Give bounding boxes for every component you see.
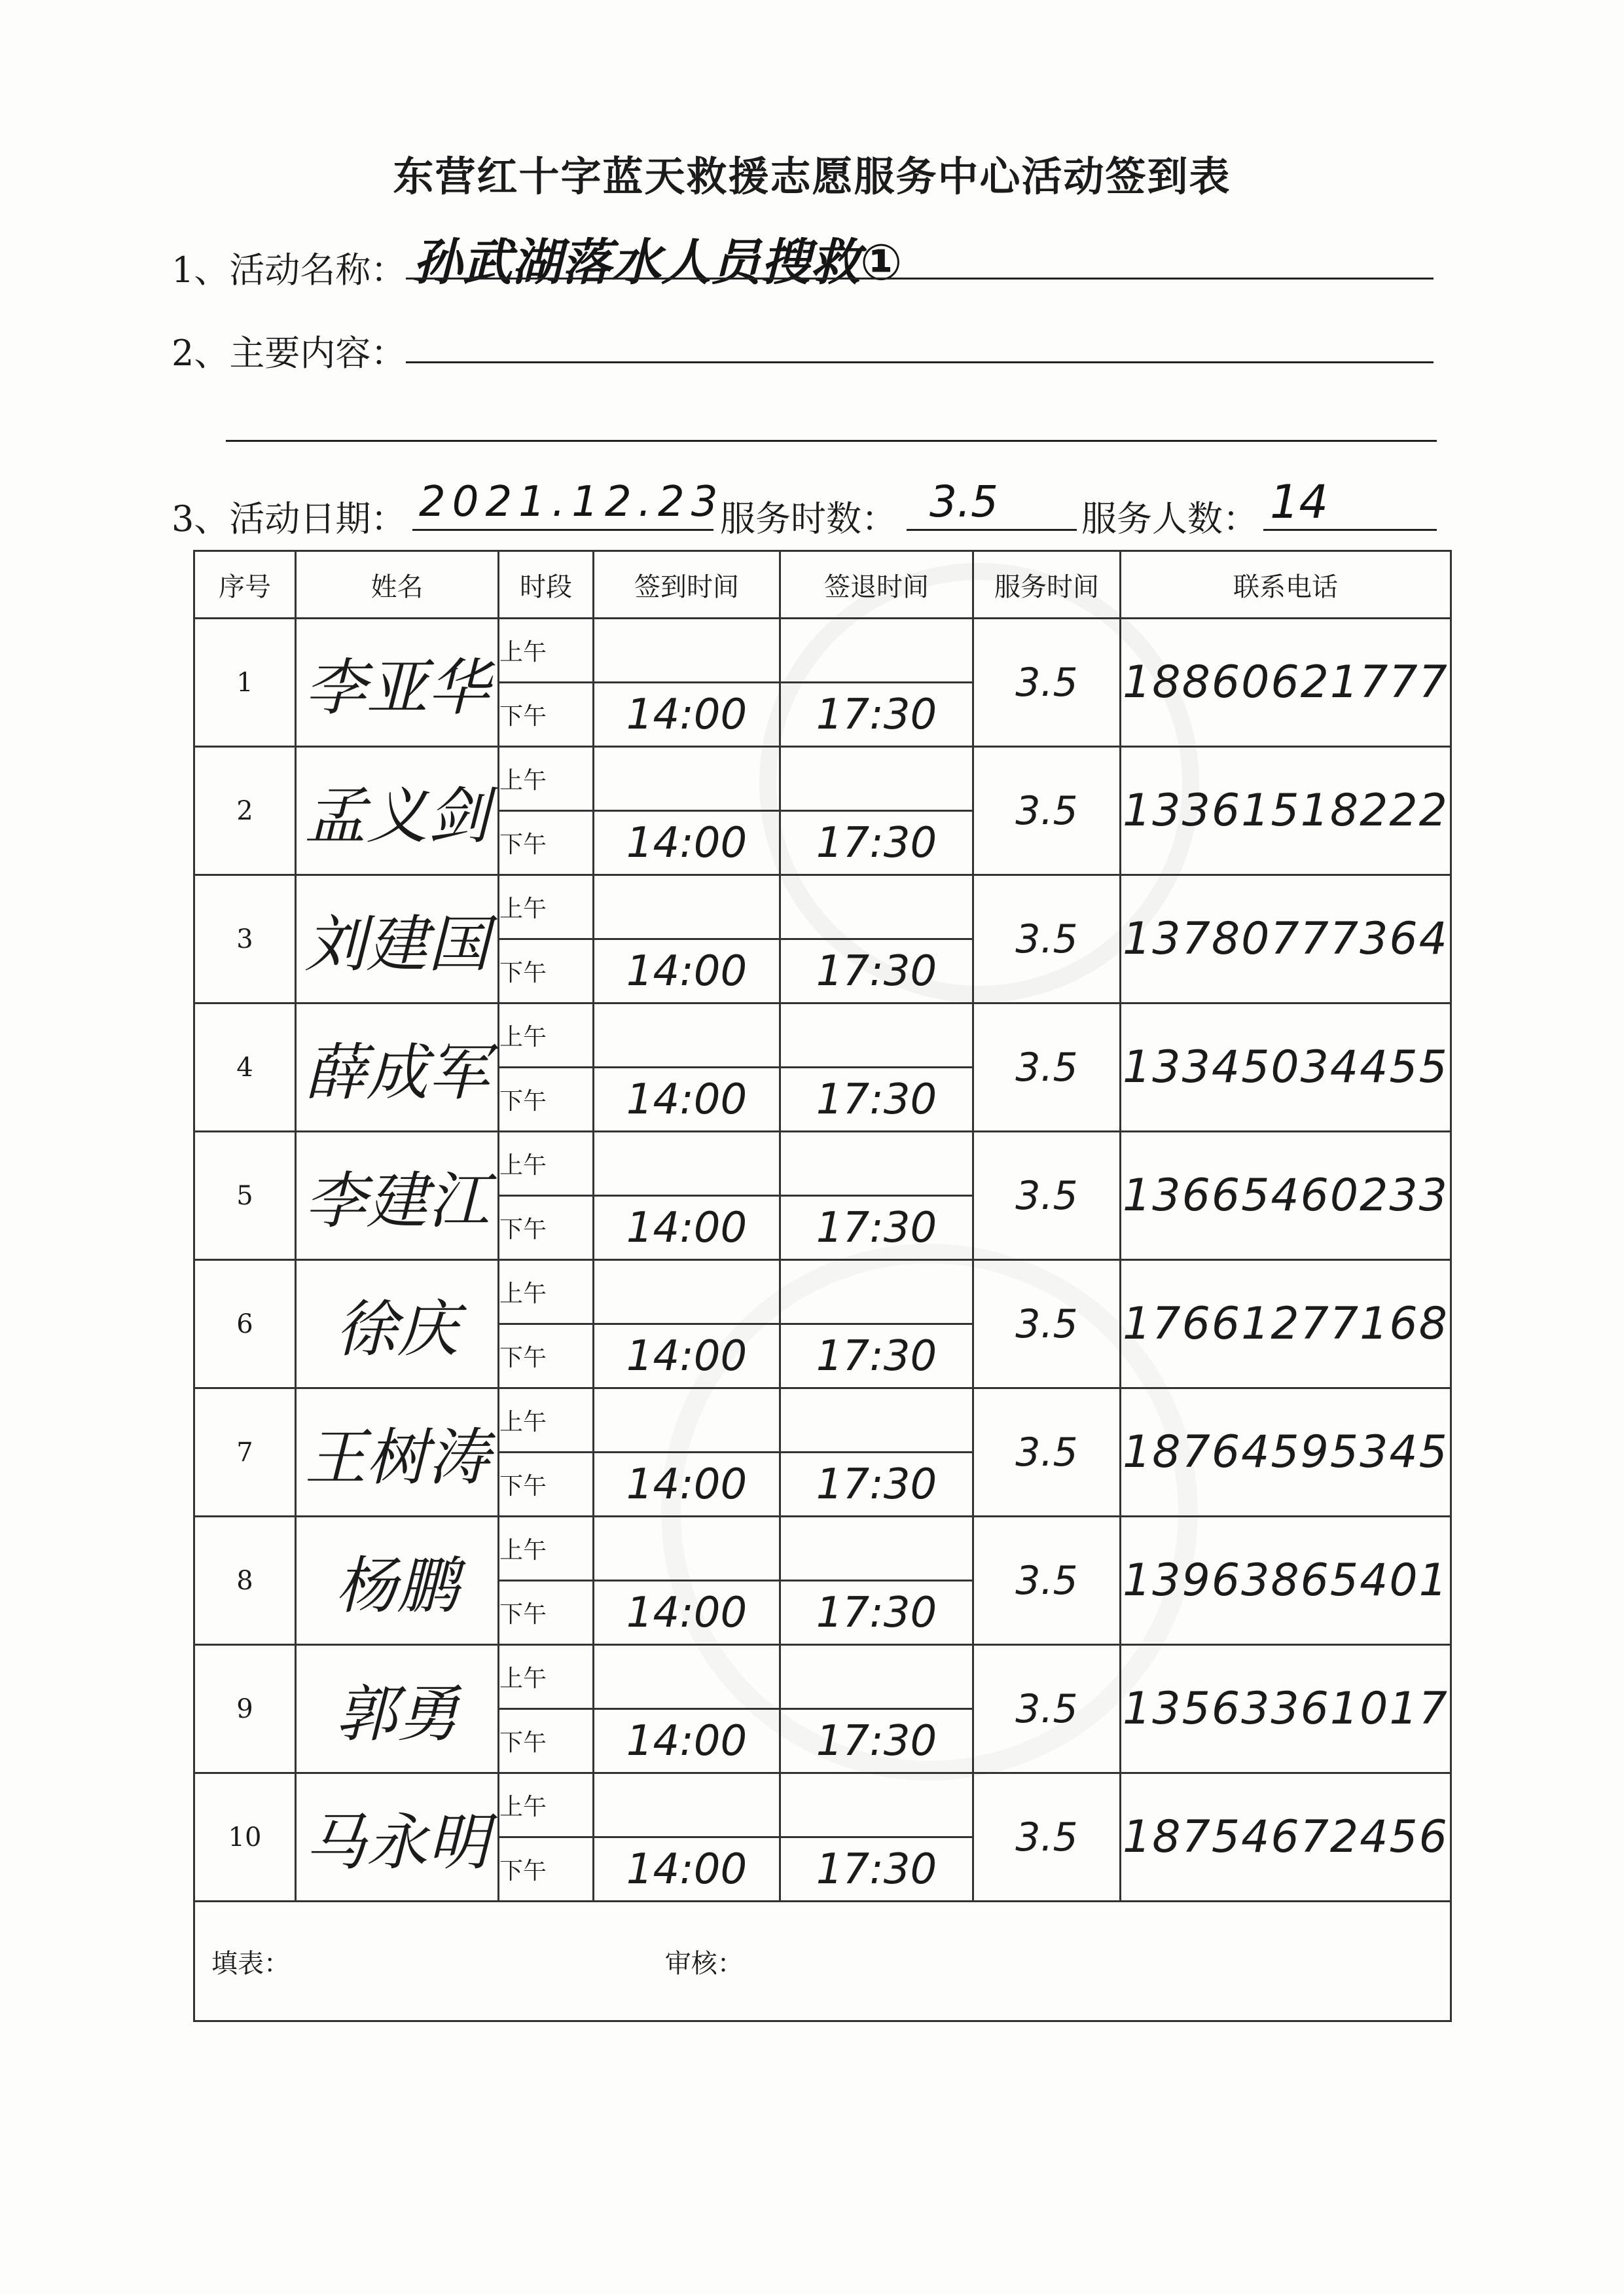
pm-sign-out: 17:30	[780, 1709, 973, 1773]
period-pm: 下午	[499, 683, 594, 747]
am-sign-out	[780, 1260, 973, 1324]
footer-row	[194, 1902, 1451, 2021]
row-phone: 18754672456	[1121, 1773, 1451, 1902]
row-name-signature: 郭勇	[296, 1645, 499, 1773]
am-sign-in	[594, 875, 780, 939]
pm-sign-out: 17:30	[780, 1324, 973, 1388]
period-pm: 下午	[499, 1453, 594, 1517]
activity-name-underline	[406, 278, 1434, 280]
row-phone: 18764595345	[1121, 1388, 1451, 1517]
header-period: 时段	[499, 551, 594, 619]
pm-sign-in: 14:00	[594, 1709, 780, 1773]
row-service-hours: 3.5	[973, 875, 1121, 1003]
row-index: 4	[194, 1003, 296, 1132]
am-sign-out	[780, 1645, 973, 1709]
header-index: 序号	[194, 551, 296, 619]
am-sign-in	[594, 1260, 780, 1324]
service-hours-underline	[907, 529, 1077, 531]
service-hours-label: 服务时数：	[720, 498, 897, 539]
period-pm: 下午	[499, 1837, 594, 1902]
table-row	[194, 1645, 1451, 1709]
table-header-row	[194, 551, 1451, 619]
pm-sign-in: 14:00	[594, 1453, 780, 1517]
row-name-signature: 孟义剑	[296, 747, 499, 875]
row-service-hours: 3.5	[973, 1003, 1121, 1132]
row-service-hours: 3.5	[973, 1388, 1121, 1517]
period-am: 上午	[499, 1003, 594, 1068]
pm-sign-out: 17:30	[780, 811, 973, 875]
pm-sign-out: 17:30	[780, 939, 973, 1003]
table-row	[194, 1517, 1451, 1581]
row-phone: 18860621777	[1121, 619, 1451, 747]
row-index: 2	[194, 747, 296, 875]
activity-name-value: 孙武湖落水人员搜救①	[412, 233, 903, 291]
row-service-hours: 3.5	[973, 1773, 1121, 1902]
period-pm: 下午	[499, 939, 594, 1003]
period-pm: 下午	[499, 1581, 594, 1645]
main-content-underline	[406, 361, 1434, 363]
row-index: 3	[194, 875, 296, 1003]
period-pm: 下午	[499, 1068, 594, 1132]
period-am: 上午	[499, 1388, 594, 1453]
header-sign-out-time: 签退时间	[780, 551, 973, 619]
row-service-hours: 3.5	[973, 1517, 1121, 1645]
period-am: 上午	[499, 1645, 594, 1709]
row-name-signature: 薛成军	[296, 1003, 499, 1132]
period-am: 上午	[499, 1132, 594, 1196]
reviewed-by-label: 审核：	[664, 1948, 744, 1979]
row-service-hours: 3.5	[973, 747, 1121, 875]
period-am: 上午	[499, 619, 594, 683]
period-pm: 下午	[499, 1709, 594, 1773]
table-row	[194, 747, 1451, 811]
row-name-signature: 王树涛	[296, 1388, 499, 1517]
row-index: 8	[194, 1517, 296, 1645]
header-sign-in-time: 签到时间	[594, 551, 780, 619]
pm-sign-out: 17:30	[780, 683, 973, 747]
am-sign-out	[780, 1388, 973, 1453]
row-phone: 17661277168	[1121, 1260, 1451, 1388]
period-am: 上午	[499, 747, 594, 811]
period-am: 上午	[499, 1260, 594, 1324]
row-service-hours: 3.5	[973, 1645, 1121, 1773]
am-sign-in	[594, 1773, 780, 1837]
pm-sign-out: 17:30	[780, 1581, 973, 1645]
row-name-signature: 马永明	[296, 1773, 499, 1902]
am-sign-out	[780, 875, 973, 939]
am-sign-in	[594, 619, 780, 683]
am-sign-in	[594, 1003, 780, 1068]
row-index: 1	[194, 619, 296, 747]
date-underline	[412, 529, 713, 531]
am-sign-out	[780, 1132, 973, 1196]
service-people-value: 14	[1270, 475, 1329, 529]
pm-sign-in: 14:00	[594, 683, 780, 747]
am-sign-in	[594, 1517, 780, 1581]
am-sign-out	[780, 1773, 973, 1837]
row-service-hours: 3.5	[973, 1132, 1121, 1260]
row-index: 6	[194, 1260, 296, 1388]
date-label: 3、活动日期：	[171, 498, 406, 539]
header-phone: 联系电话	[1121, 551, 1451, 619]
am-sign-in	[594, 747, 780, 811]
header-service-time: 服务时间	[973, 551, 1121, 619]
row-phone: 13345034455	[1121, 1003, 1451, 1132]
pm-sign-in: 14:00	[594, 939, 780, 1003]
service-hours-value: 3.5	[929, 477, 998, 527]
row-name-signature: 杨鹏	[296, 1517, 499, 1645]
table-row	[194, 1132, 1451, 1196]
period-am: 上午	[499, 1773, 594, 1837]
pm-sign-out: 17:30	[780, 1196, 973, 1260]
row-index: 9	[194, 1645, 296, 1773]
row-name-signature: 李建江	[296, 1132, 499, 1260]
period-am: 上午	[499, 1517, 594, 1581]
row-phone: 13665460233	[1121, 1132, 1451, 1260]
am-sign-in	[594, 1132, 780, 1196]
am-sign-out	[780, 619, 973, 683]
table-row	[194, 1388, 1451, 1453]
pm-sign-out: 17:30	[780, 1453, 973, 1517]
am-sign-in	[594, 1645, 780, 1709]
row-name-signature: 李亚华	[296, 619, 499, 747]
period-pm: 下午	[499, 811, 594, 875]
table-row	[194, 1773, 1451, 1837]
row-name-signature: 刘建国	[296, 875, 499, 1003]
activity-name-label: 1、活动名称：	[171, 249, 406, 291]
main-content-underline-2	[226, 440, 1437, 442]
table-row	[194, 619, 1451, 683]
pm-sign-in: 14:00	[594, 1196, 780, 1260]
am-sign-out	[780, 747, 973, 811]
date-value: 2021.12.23	[419, 478, 725, 526]
pm-sign-in: 14:00	[594, 1324, 780, 1388]
filled-by-label: 填表：	[211, 1948, 290, 1979]
row-index: 10	[194, 1773, 296, 1902]
row-name-signature: 徐庆	[296, 1260, 499, 1388]
row-index: 5	[194, 1132, 296, 1260]
pm-sign-in: 14:00	[594, 811, 780, 875]
service-people-underline	[1263, 529, 1437, 531]
period-am: 上午	[499, 875, 594, 939]
service-people-label: 服务人数：	[1081, 498, 1258, 539]
period-pm: 下午	[499, 1196, 594, 1260]
period-pm: 下午	[499, 1324, 594, 1388]
main-content-label: 2、主要内容：	[171, 333, 406, 374]
am-sign-out	[780, 1517, 973, 1581]
footer-cell	[194, 1902, 1451, 2021]
row-phone: 13563361017	[1121, 1645, 1451, 1773]
sign-in-table	[193, 550, 1452, 2022]
pm-sign-out: 17:30	[780, 1068, 973, 1132]
pm-sign-in: 14:00	[594, 1068, 780, 1132]
table-row	[194, 1260, 1451, 1324]
table-row	[194, 1003, 1451, 1068]
row-service-hours: 3.5	[973, 1260, 1121, 1388]
row-phone: 13780777364	[1121, 875, 1451, 1003]
row-index: 7	[194, 1388, 296, 1517]
header-name: 姓名	[296, 551, 499, 619]
row-phone: 13963865401	[1121, 1517, 1451, 1645]
pm-sign-out: 17:30	[780, 1837, 973, 1902]
pm-sign-in: 14:00	[594, 1837, 780, 1902]
table-row	[194, 875, 1451, 939]
row-phone: 13361518222	[1121, 747, 1451, 875]
pm-sign-in: 14:00	[594, 1581, 780, 1645]
page-title: 东营红十字蓝天救援志愿服务中心活动签到表	[393, 153, 1231, 200]
am-sign-in	[594, 1388, 780, 1453]
am-sign-out	[780, 1003, 973, 1068]
row-service-hours: 3.5	[973, 619, 1121, 747]
